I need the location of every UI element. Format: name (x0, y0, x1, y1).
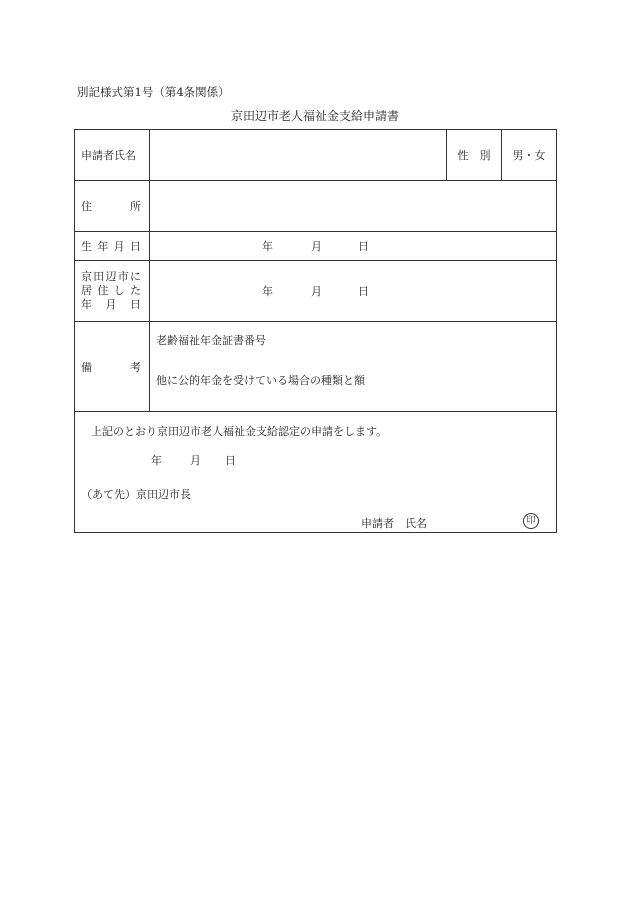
residence-date-field[interactable] (150, 261, 557, 322)
birth-day-unit: 日 (358, 240, 369, 253)
declaration-area (75, 412, 557, 533)
remarks-row (75, 322, 557, 412)
birth-month-unit: 月 (311, 240, 322, 253)
declaration-year-unit: 年 (151, 454, 162, 467)
sex-label: 性 別 (447, 130, 502, 181)
addressee: （あて先）京田辺市長 (81, 488, 191, 501)
remarks-label: 備 考 (75, 322, 150, 412)
form-title: 京田辺市老人福祉金支給申請書 (230, 109, 399, 123)
remarks-field[interactable] (150, 322, 557, 412)
address-field[interactable] (150, 181, 557, 232)
other-pension-label: 他に公的年金を受けている場合の種類と額 (156, 374, 365, 387)
birth-date-field[interactable] (150, 232, 557, 261)
birth-year-unit: 年 (262, 240, 273, 253)
residence-year-unit: 年 (262, 285, 273, 298)
address-row (75, 181, 557, 232)
applicant-signature-label: 申請者 氏名 (361, 517, 427, 530)
seal-mark-icon: 印 (523, 513, 539, 529)
applicant-name-label: 申請者氏名 (75, 130, 150, 181)
sex-options[interactable]: 男・女 (502, 130, 557, 181)
residence-date-label: 京 田 辺 市 に 居 住 し た 年 月 日 (75, 261, 150, 322)
applicant-name-row (75, 130, 557, 181)
declaration-month-unit: 月 (190, 454, 201, 467)
declaration-text: 上記のとおり京田辺市老人福祉金支給認定の申請をします。 (91, 425, 388, 438)
form-reference: 別記様式第1号（第4条関係） (77, 85, 230, 99)
pension-cert-number-label: 老齢福祉年金証書番号 (156, 334, 266, 347)
birth-date-row (75, 232, 557, 261)
birth-date-label: 生 年 月 日 (75, 232, 150, 261)
applicant-name-field[interactable] (150, 130, 447, 181)
residence-date-row (75, 261, 557, 322)
declaration-row (75, 412, 557, 533)
residence-month-unit: 月 (311, 285, 322, 298)
application-form-table (74, 129, 557, 533)
residence-day-unit: 日 (358, 285, 369, 298)
declaration-day-unit: 日 (225, 454, 236, 467)
address-label: 住 所 (75, 181, 150, 232)
